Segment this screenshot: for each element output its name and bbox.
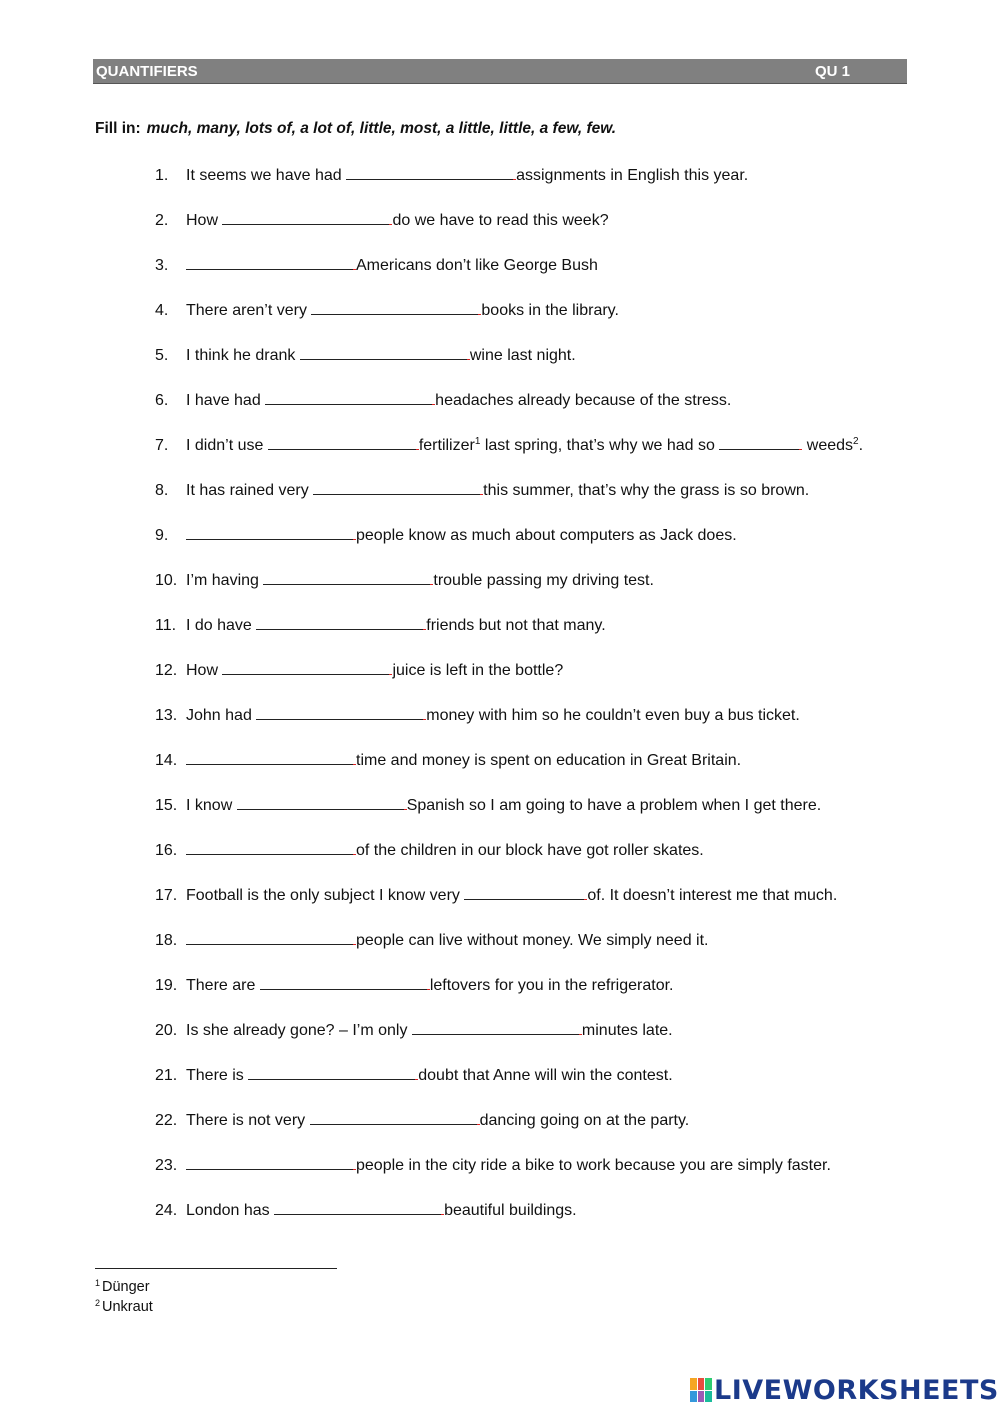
exercise-number: 3. <box>155 257 169 274</box>
answer-blank[interactable] <box>464 883 586 900</box>
exercise-item <box>155 838 704 864</box>
exercise-text-before: There aren’t very <box>186 302 312 319</box>
answer-blank[interactable] <box>260 973 429 990</box>
answer-blank[interactable] <box>268 433 418 450</box>
exercise-number: 8. <box>155 482 169 499</box>
liveworksheets-logo[interactable] <box>690 1374 999 1406</box>
answer-blank[interactable] <box>256 703 425 720</box>
exercise-text-after: of. It doesn’t interest me that much. <box>587 887 838 904</box>
exercise-number: 9. <box>155 527 169 544</box>
exercise-text-after: time and money is spent on education in Great Britain. <box>356 752 742 769</box>
exercise-text-after: assignments in English this year. <box>516 167 749 184</box>
exercise-text-before: John had <box>186 707 257 724</box>
answer-blank[interactable] <box>346 163 515 180</box>
exercise-text-after: trouble passing my driving test. <box>433 572 654 589</box>
exercise-text-before: I didn’t use <box>186 437 268 454</box>
exercise-item <box>155 298 619 324</box>
exercise-item <box>155 388 731 414</box>
exercise-item <box>155 163 748 189</box>
exercise-text-before: Football is the only subject I know very <box>186 887 465 904</box>
exercise-text-after: money with him so he couldn’t even buy a bus ticket. <box>426 707 800 724</box>
exercise-item <box>155 1198 577 1224</box>
exercise-number: 20. <box>155 1022 178 1039</box>
exercise-number: 24. <box>155 1202 178 1219</box>
exercise-item <box>155 208 609 234</box>
exercise-text-after: people can live without money. We simply need it. <box>356 932 709 949</box>
answer-blank[interactable] <box>311 298 480 315</box>
exercise-text-after: Americans don’t like George Bush <box>356 257 598 274</box>
answer-blank[interactable] <box>256 613 425 630</box>
exercise-number: 19. <box>155 977 178 994</box>
exercise-item <box>155 703 800 729</box>
exercise-text-before: It seems we have had <box>186 167 347 184</box>
exercise-number: 23. <box>155 1157 178 1174</box>
exercise-number: 13. <box>155 707 178 724</box>
footnote-mark: 1 <box>95 1278 101 1288</box>
exercise-text-after: juice is left in the bottle? <box>392 662 564 679</box>
exercise-item <box>155 1153 831 1179</box>
exercise-item <box>155 343 576 369</box>
answer-blank[interactable] <box>186 253 355 270</box>
worksheet-title: QUANTIFIERS <box>96 63 198 80</box>
exercise-text-after: headaches already because of the stress. <box>435 392 732 409</box>
exercise-text-before: There is not very <box>186 1112 310 1129</box>
exercise-text-before: Is she already gone? – I’m only <box>186 1022 412 1039</box>
exercise-text-before: How <box>186 212 223 229</box>
exercise-number: 2. <box>155 212 169 229</box>
answer-blank[interactable] <box>186 928 355 945</box>
exercise-number: 14. <box>155 752 178 769</box>
exercise-item <box>155 883 837 909</box>
answer-blank[interactable] <box>186 523 355 540</box>
footnote-2 <box>95 1297 153 1317</box>
answer-blank[interactable] <box>310 1108 479 1125</box>
exercise-text-after: friends but not that many. <box>426 617 606 634</box>
exercise-text-after: of the children in our block have got roller skates. <box>356 842 704 859</box>
footnotes <box>95 1277 153 1317</box>
footnote-mark: 2 <box>95 1298 101 1308</box>
exercise-item <box>155 613 606 639</box>
exercise-item <box>155 793 821 819</box>
exercise-item <box>155 748 741 774</box>
answer-blank[interactable] <box>300 343 469 360</box>
exercise-number: 10. <box>155 572 178 589</box>
answer-blank[interactable] <box>265 388 434 405</box>
footnote-divider <box>95 1268 337 1269</box>
exercise-number: 6. <box>155 392 169 409</box>
answer-blank[interactable] <box>313 478 482 495</box>
exercise-text-after: minutes late. <box>581 1022 673 1039</box>
footnote-text: Dünger <box>102 1279 150 1295</box>
exercise-number: 16. <box>155 842 178 859</box>
exercise-item <box>155 253 598 279</box>
exercise-text-before: How <box>186 662 223 679</box>
exercise-text-after: people in the city ride a bike to work because you are simply faster. <box>356 1157 831 1174</box>
exercise-text-after: dancing going on at the party. <box>479 1112 690 1129</box>
exercise-text-after: this summer, that’s why the grass is so brown. <box>483 482 810 499</box>
exercise-number: 4. <box>155 302 169 319</box>
exercise-text-before: I’m having <box>186 572 264 589</box>
exercise-number: 18. <box>155 932 178 949</box>
exercise-number: 11. <box>155 617 177 634</box>
answer-blank[interactable] <box>237 793 406 810</box>
answer-blank[interactable] <box>263 568 432 585</box>
answer-blank[interactable] <box>412 1018 581 1035</box>
exercise-text-after: beautiful buildings. <box>444 1202 577 1219</box>
footnote-marker: 1 <box>474 436 481 447</box>
exercise-number: 12. <box>155 662 178 679</box>
instruction-words: much, many, lots of, a lot of, little, most, a little, little, a few, few. <box>146 120 617 137</box>
answer-blank[interactable] <box>186 748 355 765</box>
exercise-number: 17. <box>155 887 178 904</box>
exercise-text-before: I know <box>186 797 237 814</box>
answer-blank[interactable] <box>274 1198 443 1215</box>
answer-blank[interactable] <box>222 208 391 225</box>
worksheet-code: QU 1 <box>815 63 851 80</box>
exercise-item <box>155 973 673 999</box>
exercise-text-after: weeds <box>802 437 854 454</box>
exercise-number: 21. <box>155 1067 178 1084</box>
exercise-text-after: people know as much about computers as Jack does. <box>356 527 737 544</box>
exercise-item <box>155 1018 673 1044</box>
exercise-text-before: London has <box>186 1202 275 1219</box>
exercise-text-after: . <box>858 437 864 454</box>
exercise-text-before: I think he drank <box>186 347 300 364</box>
footnote-marker: 2 <box>853 436 859 447</box>
exercise-item <box>155 658 563 684</box>
footnote-text: Unkraut <box>102 1299 153 1315</box>
exercise-text-before: I have had <box>186 392 266 409</box>
exercise-text-before: There are <box>186 977 260 994</box>
answer-blank[interactable] <box>248 1063 417 1080</box>
exercise-number: 5. <box>155 347 169 364</box>
exercise-number: 1. <box>155 167 169 184</box>
exercise-text-after: fertilizer <box>418 437 475 454</box>
exercise-text-after: Spanish so I am going to have a problem when I get there. <box>406 797 822 814</box>
exercise-text-after: do we have to read this week? <box>392 212 609 229</box>
exercise-item <box>155 433 863 459</box>
exercise-item <box>155 928 708 954</box>
exercise-text-before: There is <box>186 1067 249 1084</box>
footnote-1 <box>95 1277 153 1297</box>
exercise-text-after: leftovers for you in the refrigerator. <box>429 977 674 994</box>
exercise-number: 22. <box>155 1112 178 1129</box>
exercise-item <box>155 1063 673 1089</box>
header-bar <box>93 59 907 84</box>
instruction <box>95 120 616 138</box>
answer-blank[interactable] <box>719 433 801 450</box>
answer-blank[interactable] <box>186 1153 355 1170</box>
logo-text: LIVEWORKSHEETS <box>714 1374 999 1406</box>
exercise-number: 7. <box>155 437 169 454</box>
exercise-item <box>155 568 654 594</box>
answer-blank[interactable] <box>186 838 355 855</box>
exercise-item <box>155 478 809 504</box>
exercise-item <box>155 1108 689 1134</box>
exercise-text-before: It has rained very <box>186 482 314 499</box>
answer-blank[interactable] <box>222 658 391 675</box>
liveworksheets-logo-icon <box>690 1378 712 1402</box>
exercise-text-after: last spring, that’s why we had so <box>480 437 720 454</box>
exercise-text-before: I do have <box>186 617 257 634</box>
exercise-text-after: doubt that Anne will win the contest. <box>418 1067 673 1084</box>
exercise-item <box>155 523 737 549</box>
instruction-label: Fill in: <box>95 120 141 137</box>
exercise-text-after: wine last night. <box>469 347 576 364</box>
exercise-text-after: books in the library. <box>481 302 619 319</box>
exercise-number: 15. <box>155 797 178 814</box>
